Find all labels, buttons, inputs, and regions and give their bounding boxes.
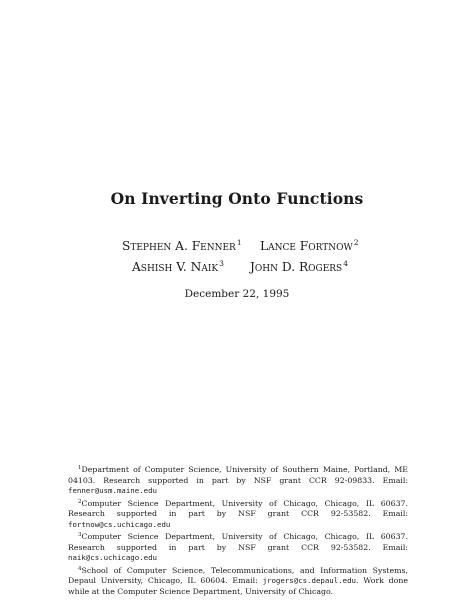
footnote-4	[68, 564, 408, 598]
author-footnote-mark: 1	[236, 238, 242, 247]
footnote-tail: . Work done while at the Computer Science Department, University of Chicago.	[68, 576, 409, 596]
author-naik	[132, 259, 224, 274]
footnote-email: jrogers@cs.depaul.edu	[262, 576, 357, 585]
author-rogers	[250, 259, 348, 274]
footnote-text: Computer Science Department, University of Chicago, Chicago, IL 60637. Research supported in part by NSF grant CCR 92-53582. Email:	[68, 498, 408, 518]
author-footnote-mark: 2	[353, 238, 359, 247]
footnote-text: Computer Science Department, University of Chicago, Chicago, IL 60637. Research supported in part by NSF grant CCR 92-53582. Email:	[68, 532, 408, 552]
footnote-mark: 2	[78, 498, 82, 505]
author-name: Ashish V. Naik	[132, 260, 219, 274]
author-name: Lance Fortnow	[260, 239, 353, 253]
footnote-email: fortnow@cs.uchicago.edu	[68, 519, 171, 529]
author-name: John D. Rogers	[250, 260, 343, 274]
author-footnote-mark: 3	[219, 259, 224, 268]
author-fortnow	[260, 238, 359, 253]
paper-date: December 22, 1995	[184, 288, 290, 300]
footnote-mark: 4	[78, 565, 82, 572]
footnote-email: fenner@usm.maine.edu	[68, 486, 157, 495]
footnote-text: Department of Computer Science, University of Southern Maine, Portland, ME 04103. Research supported in part by NSF grant CCR 92-09833. Email:	[68, 465, 408, 485]
footnote-mark: 3	[78, 532, 82, 538]
author-footnote-mark: 4	[343, 259, 348, 268]
footnote-1	[68, 463, 408, 497]
footnote-email: naik@cs.uchicago.edu	[68, 553, 157, 562]
author-fenner	[122, 238, 242, 253]
footnote-2	[68, 497, 408, 531]
author-name: Stephen A. Fenner	[122, 239, 236, 253]
footnote-3	[68, 530, 408, 564]
paper-title: On Inverting Onto Functions	[110, 189, 364, 208]
footnote-text: School of Computer Science, Telecommunications, and Information Systems, Depaul University, Chicago, IL 60604. Email:	[68, 565, 408, 585]
footnotes	[68, 463, 408, 597]
footnote-mark: 1	[78, 465, 82, 471]
